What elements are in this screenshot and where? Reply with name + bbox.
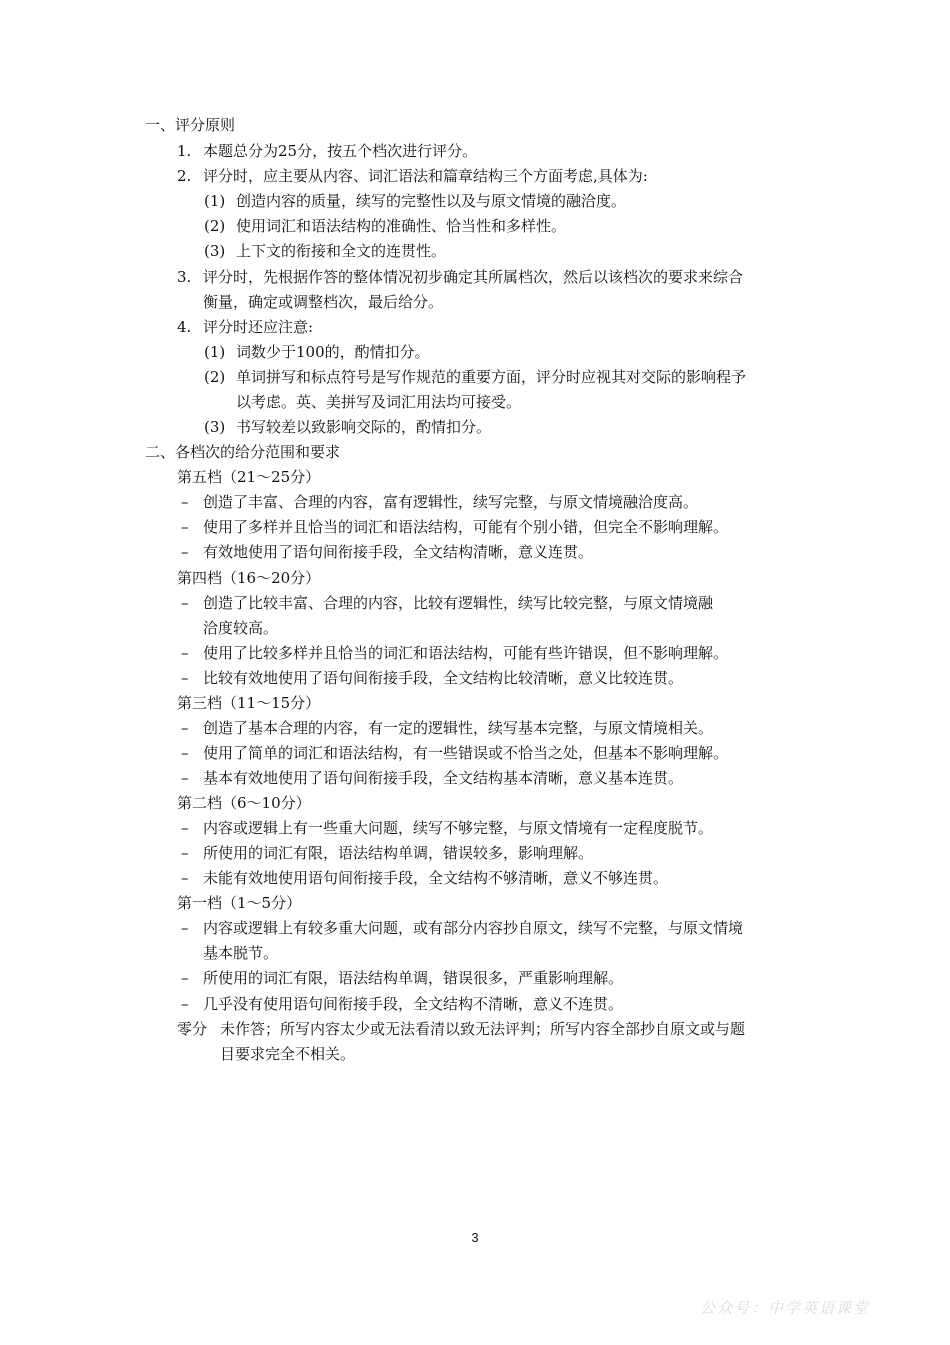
item-4-sub-1-text: 词数少于100的，酌情扣分。 <box>236 343 430 361</box>
item-2-sub-3-text: 上下文的衔接和全文的连贯性。 <box>236 242 447 260</box>
dash-marker: – <box>181 869 189 887</box>
dash-marker: – <box>181 995 189 1013</box>
level-4-item-3: 比较有效地使用了语句间衔接手段，全文结构比较清晰，意义比较连贯。 <box>203 669 684 687</box>
dash-marker: – <box>181 769 189 787</box>
item-4-sub-2-text: 单词拼写和标点符号是写作规范的重要方面，评分时应视其对交际的影响程予 <box>236 368 747 386</box>
level-3-heading: 第三档（11～15分） <box>177 694 321 712</box>
level-1-item-1: 内容或逻辑上有较多重大问题，或有部分内容抄自原文，续写不完整，与原文情境 <box>203 919 744 937</box>
item-4-sub-3-text: 书写较差以致影响交际的，酌情扣分。 <box>236 418 492 436</box>
level-1-item-1-continuation: 基本脱节。 <box>203 944 279 962</box>
item-2-sub-2-text: 使用词汇和语法结构的准确性、恰当性和多样性。 <box>236 217 567 235</box>
level-1-item-2: 所使用的词汇有限，语法结构单调，错误很多，严重影响理解。 <box>203 969 624 987</box>
item-3-continuation: 衡量，确定或调整档次，最后给分。 <box>203 293 444 311</box>
page-number: 3 <box>471 1230 479 1245</box>
level-5-item-2: 使用了多样并且恰当的词汇和语法结构，可能有个别小错，但完全不影响理解。 <box>203 518 729 536</box>
dash-marker: – <box>181 669 189 687</box>
zero-score-text: 未作答；所写内容太少或无法看清以致无法评判；所写内容全部抄自原文或与题 <box>220 1020 746 1038</box>
dash-marker: – <box>181 819 189 837</box>
level-4-heading: 第四档（16～20分） <box>177 569 321 587</box>
item-4-text: 评分时还应注意: <box>203 318 314 336</box>
dash-marker: – <box>181 969 189 987</box>
level-3-item-2: 使用了简单的词汇和语法结构，有一些错误或不恰当之处，但基本不影响理解。 <box>203 744 729 762</box>
item-2-sub-1-text: 创造内容的质量，续写的完整性以及与原文情境的融洽度。 <box>236 192 627 210</box>
dash-marker: – <box>181 518 189 536</box>
zero-score-continuation: 目要求完全不相关。 <box>220 1045 356 1063</box>
item-4-number: 4. <box>177 318 192 336</box>
item-2-text: 评分时，应主要从内容、词汇语法和篇章结构三个方面考虑,具体为: <box>203 167 648 185</box>
item-3-text: 评分时，先根据作答的整体情况初步确定其所属档次，然后以该档次的要求来综合 <box>203 268 744 286</box>
level-1-item-3: 几乎没有使用语句间衔接手段，全文结构不清晰，意义不连贯。 <box>203 995 624 1013</box>
item-1-text: 本题总分为25分，按五个档次进行评分。 <box>203 142 478 160</box>
dash-marker: – <box>181 919 189 937</box>
level-2-heading: 第二档（6～10分） <box>177 794 311 812</box>
item-4-sub-2-number: (2) <box>204 368 226 386</box>
level-2-item-2: 所使用的词汇有限，语法结构单调，错误较多，影响理解。 <box>203 844 594 862</box>
level-2-item-3: 未能有效地使用语句间衔接手段，全文结构不够清晰，意义不够连贯。 <box>203 869 669 887</box>
section-2-title: 二、各档次的给分范围和要求 <box>145 443 341 461</box>
dash-marker: – <box>181 844 189 862</box>
level-3-item-1: 创造了基本合理的内容，有一定的逻辑性，续写基本完整，与原文情境相关。 <box>203 719 714 737</box>
item-2-sub-3-number: (3) <box>204 242 226 260</box>
level-1-heading: 第一档（1～5分） <box>177 894 302 912</box>
item-4-sub-1-number: (1) <box>204 343 226 361</box>
dash-marker: – <box>181 644 189 662</box>
level-5-item-3: 有效地使用了语句间衔接手段，全文结构清晰，意义连贯。 <box>203 543 594 561</box>
item-2-sub-1-number: (1) <box>204 192 226 210</box>
level-4-item-1-continuation: 洽度较高。 <box>203 619 279 637</box>
section-1-title: 一、评分原则 <box>145 116 236 134</box>
level-4-item-2: 使用了比较多样并且恰当的词汇和语法结构，可能有些许错误，但不影响理解。 <box>203 644 729 662</box>
level-5-item-1: 创造了丰富、合理的内容，富有逻辑性，续写完整，与原文情境融洽度高。 <box>203 493 699 511</box>
item-4-sub-2-continuation: 以考虑。英、美拼写及词汇用法均可接受。 <box>236 393 522 411</box>
dash-marker: – <box>181 543 189 561</box>
dash-marker: – <box>181 594 189 612</box>
level-2-item-1: 内容或逻辑上有一些重大问题，续写不够完整，与原文情境有一定程度脱节。 <box>203 819 714 837</box>
zero-score-label: 零分 <box>177 1020 208 1038</box>
dash-marker: – <box>181 493 189 511</box>
item-4-sub-3-number: (3) <box>204 418 226 436</box>
dash-marker: – <box>181 744 189 762</box>
level-3-item-3: 基本有效地使用了语句间衔接手段，全文结构基本清晰，意义基本连贯。 <box>203 769 684 787</box>
item-2-number: 2. <box>177 167 192 185</box>
dash-marker: – <box>181 719 189 737</box>
item-2-sub-2-number: (2) <box>204 217 226 235</box>
level-5-heading: 第五档（21～25分） <box>177 468 321 486</box>
item-1-number: 1. <box>177 142 192 160</box>
item-3-number: 3. <box>177 268 192 286</box>
level-4-item-1: 创造了比较丰富、合理的内容，比较有逻辑性，续写比较完整，与原文情境融 <box>203 594 714 612</box>
watermark-text: 公众号：中学英语课堂 <box>700 1299 871 1317</box>
